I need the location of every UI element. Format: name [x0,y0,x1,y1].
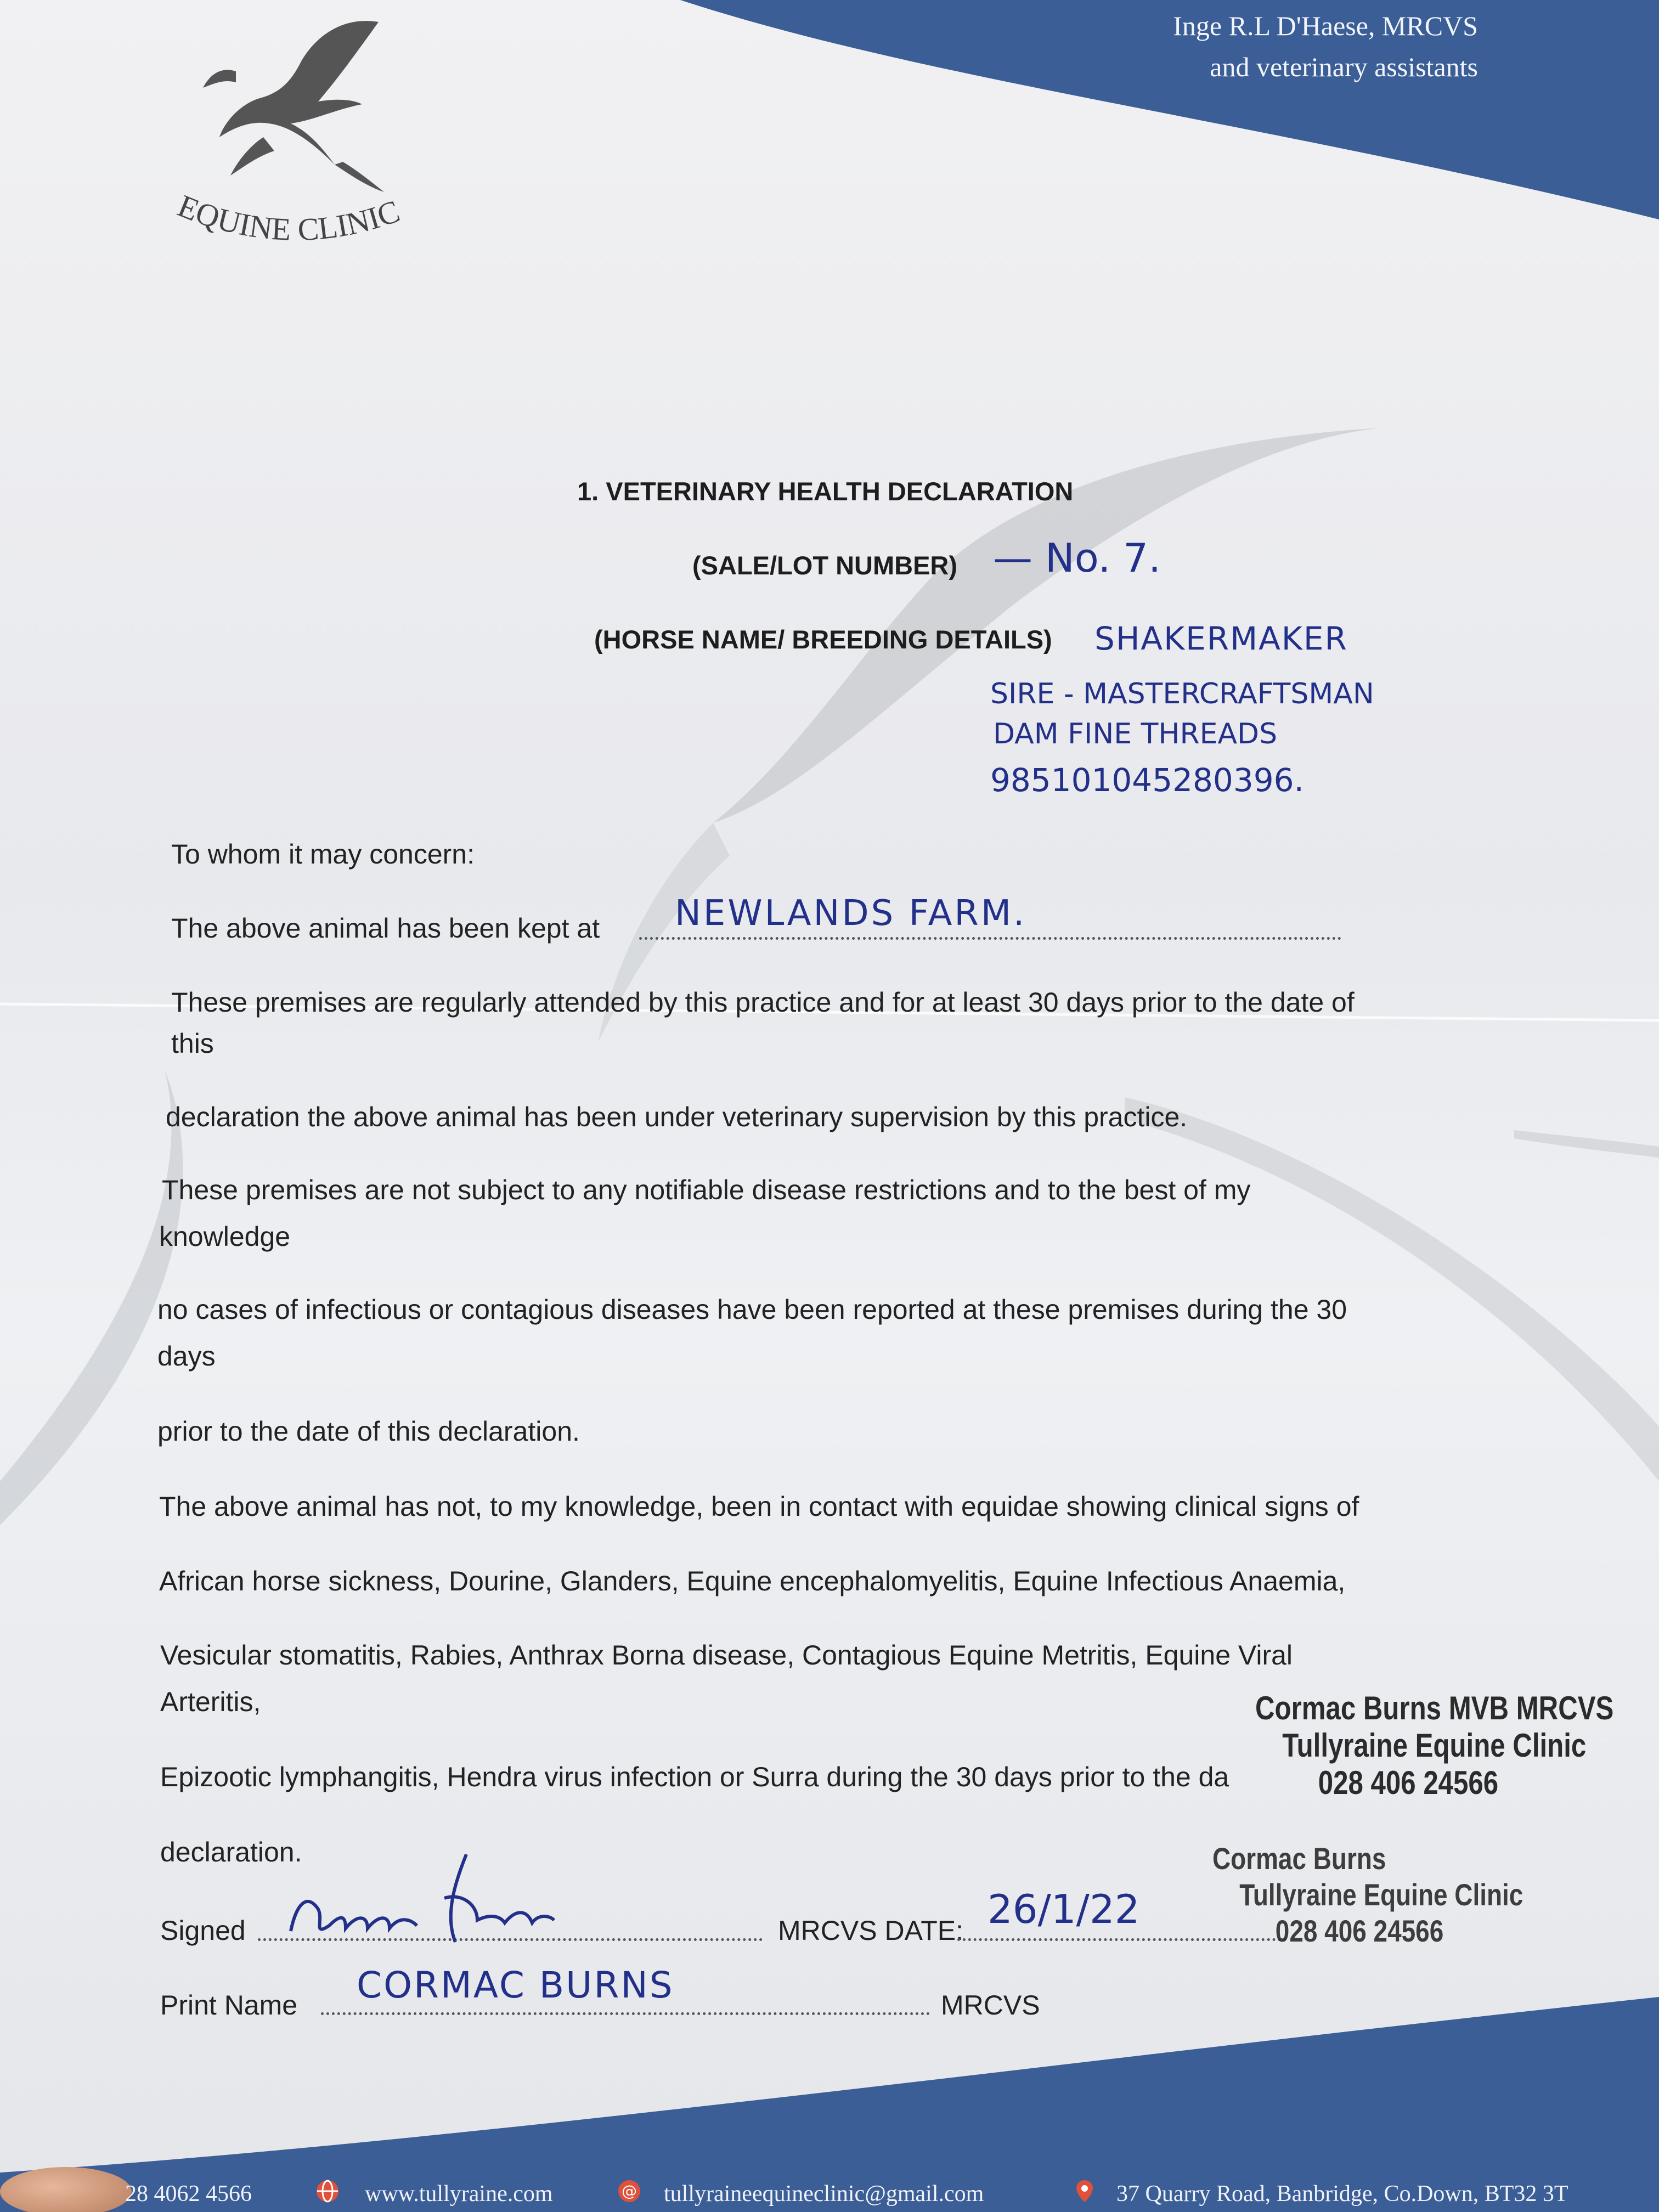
thumb [0,2167,132,2212]
header-staff-line2: and veterinary assistants [1210,52,1478,82]
footer-phone: 28 4062 4566 [125,2181,252,2207]
horse-details-label: (HORSE NAME/ BREEDING DETAILS) [594,625,1052,654]
date-value: 26/1/22 [988,1886,1140,1932]
watermark-swoosh-right-top [1514,1130,1659,1158]
header-staff-line1: Inge R.L D'Haese, MRCVS [1173,10,1478,41]
mrcvs-label: MRCVS [941,1990,1040,2021]
watermark-swoosh-right [1125,1097,1659,1481]
stamp1-phone: 028 406 24566 [1318,1764,1499,1801]
vet-stamp-1 [1255,1690,1613,1802]
para2-line5: prior to the date of this declaration. [157,1416,580,1447]
form-title: 1. VETERINARY HEALTH DECLARATION [577,477,1074,506]
stamp2-phone: 028 406 24566 [1275,1914,1444,1948]
print-name-label: Print Name [160,1990,298,2021]
mrcvs-date-label: MRCVS DATE: [778,1915,963,1946]
lot-number-value: — No. 7. [993,535,1161,581]
dam-value: DAM FINE THREADS [993,718,1278,751]
para1-line3: declaration the above animal has been under veterinary supervision by this practice. [166,1102,1188,1132]
logo-text: EQUINE CLINIC [173,188,404,247]
globe-icon [315,2179,340,2203]
svg-text:@: @ [622,2182,637,2200]
horse-logo-icon [219,21,379,165]
salutation: To whom it may concern: [171,839,475,870]
footer-address: 37 Quarry Road, Banbridge, Co.Down, BT32 3T [1116,2181,1568,2207]
para3-line5: Epizootic lymphangitis, Hendra virus infection or Surra during the 30 days prior to the da [160,1762,1229,1792]
footer-blue-band [0,1997,1659,2212]
at-icon [617,2179,641,2203]
para2-line1: These premises are not subject to any notifiable disease restrictions and to the best of my [162,1175,1251,1205]
kept-at-label: The above animal has been kept at [171,913,600,944]
para3-line4: Arteritis, [160,1686,261,1717]
para1-line2: this [171,1028,214,1059]
header-staff [1173,5,1478,88]
print-name-dotted-line [321,2012,930,2015]
para3-line6: declaration. [160,1837,302,1867]
signed-label: Signed [160,1915,246,1946]
footer-website: www.tullyraine.com [365,2181,553,2207]
stamp2-clinic: Tullyraine Equine Clinic [1239,1877,1523,1912]
para2-line3: no cases of infectious or contagious diseases have been reported at these premises during the 30 [157,1294,1347,1325]
para3-line3: Vesicular stomatitis, Rabies, Anthrax Borna disease, Contagious Equine Metritis, Equine Viral [160,1640,1293,1671]
location-pin-icon [1073,2179,1097,2203]
microchip-value: 985101045280396. [990,761,1304,799]
handwritten-signature [280,1832,587,1953]
para3-line1: The above animal has not, to my knowledge, been in contact with equidae showing clinical signs of [159,1491,1359,1522]
footer-email: tullyraineequineclinic@gmail.com [664,2181,984,2207]
sire-value: SIRE - MASTERCRAFTSMAN [990,678,1374,710]
equine-clinic-logo [154,11,450,274]
stamp1-clinic: Tullyraine Equine Clinic [1282,1727,1587,1764]
kept-at-dotted-line [639,937,1341,940]
para1-line1: These premises are regularly attended by this practice and for at least 30 days prior to the date of [171,987,1355,1018]
stamp1-name: Cormac Burns MVB MRCVS [1255,1690,1614,1726]
para2-line4: days [157,1341,216,1372]
lot-number-label: (SALE/LOT NUMBER) [692,551,958,580]
header-blue-swoosh [680,0,1659,219]
watermark-swoosh-left [0,1070,183,1525]
print-name-value: CORMAC BURNS [357,1964,674,2006]
para2-line2: knowledge [159,1221,291,1252]
kept-at-value: NEWLANDS FARM. [675,893,1027,934]
vet-stamp-2 [1212,1841,1523,1949]
horse-name-value: SHAKERMAKER [1094,620,1348,657]
para3-line2: African horse sickness, Dourine, Glanders, Equine encephalomyelitis, Equine Infectious Anaemia, [159,1566,1346,1596]
stamp2-name: Cormac Burns [1212,1841,1386,1876]
